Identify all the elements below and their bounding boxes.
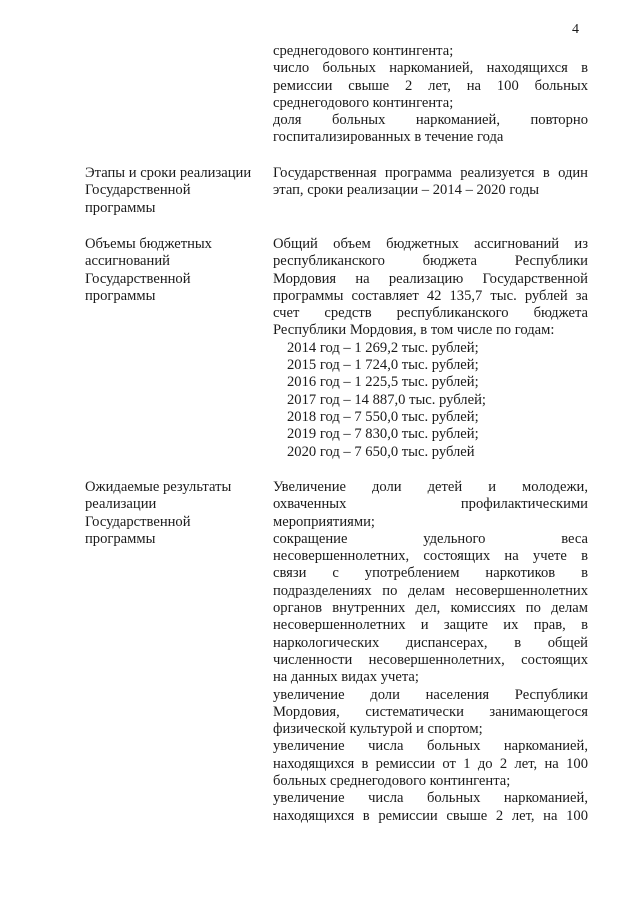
section-content-results [273, 479, 588, 825]
text-line: программы составляет 42 135,7 тыс. рублей за [273, 287, 588, 304]
label-line: программы [85, 287, 156, 304]
text-line: увеличение числа больных наркоманией, [273, 738, 588, 755]
label-line: реализации [85, 496, 157, 513]
label-line: Этапы и сроки реализации [85, 165, 252, 181]
text-line: увеличение доли населения Республики [273, 686, 588, 703]
continuation-text [273, 43, 588, 147]
text-line: мероприятиями; [273, 513, 375, 530]
text-line: органов внутренних дел, комиссиях по делам [273, 600, 588, 617]
text-line: несовершеннолетних и защите их прав, в [273, 617, 588, 634]
year-budget-line: 2016 год – 1 225,5 тыс. рублей; [287, 374, 479, 391]
text-line: среднегодового контингента; [273, 94, 454, 111]
text-line: Общий объем бюджетных ассигнований из [273, 236, 588, 252]
text-line: находящихся в ремиссии от 1 до 2 лет, на 100 [273, 755, 588, 772]
text-line: среднегодового контингента; [273, 43, 454, 59]
label-line: Ожидаемые результаты [85, 479, 232, 495]
text-line: больных среднегодового контингента; [273, 773, 511, 790]
year-budget-line: 2018 год – 7 550,0 тыс. рублей; [287, 408, 479, 425]
label-line: Государственной [85, 513, 191, 530]
section-content-budget [273, 236, 588, 461]
text-line: на данных видах учета; [273, 669, 419, 686]
text-line: Мордовия, систематически занимающегося [273, 703, 588, 720]
year-budget-line: 2014 год – 1 269,2 тыс. рублей; [287, 339, 479, 356]
text-line: охваченных профилактическими [273, 496, 588, 513]
text-line: ремиссии свыше 2 лет, на 100 больных [273, 77, 588, 94]
page-number: 4 [572, 22, 579, 37]
label-line: Государственной [85, 270, 191, 287]
label-line: ассигнований [85, 253, 170, 270]
label-line: программы [85, 199, 156, 216]
text-line: наркологических диспансерах, в общей [273, 634, 588, 651]
section-label-results [85, 479, 250, 548]
text-line: находящихся в ремиссии свыше 2 лет, на 100 [273, 807, 588, 824]
text-line: Государственная программа реализуется в один [273, 165, 588, 181]
text-line: сокращение удельного веса [273, 530, 588, 547]
section-label-budget [85, 236, 250, 305]
text-line: увеличение числа больных наркоманией, [273, 790, 588, 807]
text-line: доля больных наркоманией, повторно [273, 112, 588, 129]
year-budget-line: 2019 год – 7 830,0 тыс. рублей; [287, 426, 479, 443]
text-line: республиканского бюджета Республики [273, 253, 588, 270]
year-budget-line: 2017 год – 14 887,0 тыс. рублей; [287, 391, 486, 408]
text-line: подразделениях по делам несовершеннолетних [273, 582, 588, 599]
label-line: Объемы бюджетных [85, 236, 212, 252]
text-line: число больных наркоманией, находящихся в [273, 60, 588, 77]
label-line: Государственной [85, 182, 191, 199]
section-label-stages [85, 165, 250, 217]
label-line: программы [85, 530, 156, 547]
year-budget-line: 2020 год – 7 650,0 тыс. рублей [287, 443, 475, 460]
text-line: Увеличение доли детей и молодежи, [273, 479, 588, 495]
text-line: счет средств республиканского бюджета [273, 305, 588, 322]
text-line: госпитализированных в течение года [273, 129, 504, 146]
text-line: Мордовия на реализацию Государственной [273, 270, 588, 287]
text-line: несовершеннолетних, состоящих на учете в [273, 548, 588, 565]
text-line: связи с употреблением наркотиков в [273, 565, 588, 582]
section-content-stages [273, 165, 588, 200]
year-budget-line: 2015 год – 1 724,0 тыс. рублей; [287, 357, 479, 374]
text-line: Республики Мордовия, в том числе по годам: [273, 322, 555, 339]
text-line: численности несовершеннолетних, состоящих [273, 651, 588, 668]
text-line: этап, сроки реализации – 2014 – 2020 годы [273, 182, 540, 199]
text-line: физической культурой и спортом; [273, 721, 483, 738]
